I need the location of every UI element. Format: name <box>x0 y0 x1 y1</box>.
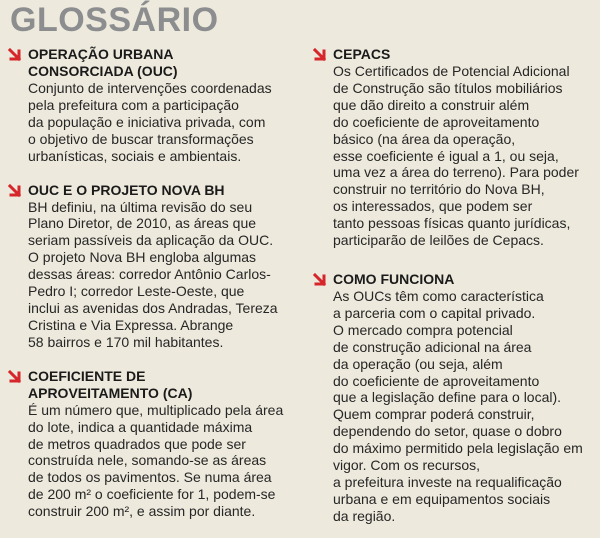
glossary-definition-line: pela prefeitura com a participação <box>28 96 239 113</box>
glossary-term-line: COMO FUNCIONA <box>333 270 455 287</box>
glossary-definition-line: Conjunto de intervenções coordenadas <box>28 80 272 96</box>
glossary-definition-line: que dão direito a construir além <box>333 96 530 113</box>
glossary-definition-line: O mercado compra potencial <box>333 321 513 338</box>
glossary-entry <box>8 46 292 165</box>
glossary-definition-line: seriam passíveis da aplicação da OUC. <box>28 232 274 249</box>
glossary-definition-line: vigor. Com os recursos, <box>333 457 481 474</box>
glossary-definition-line: de Construção são títulos mobiliários <box>333 79 563 96</box>
glossary-definition-line: dependendo do setor, quase o dobro <box>333 423 562 440</box>
glossary-definition-line: Quem comprar poderá construir, <box>333 406 535 423</box>
glossary-definition-line: os interessados, que podem ser <box>333 198 533 215</box>
page-title: GLOSSÁRIO <box>10 1 219 39</box>
glossary-definition-line: BH definiu, na última revisão do seu <box>28 198 253 215</box>
glossary-entry <box>8 182 292 351</box>
glossary-term-line: CEPACS <box>333 46 391 62</box>
glossary-definition-line: a prefeitura investe na requalificação <box>333 473 562 490</box>
glossary-term <box>333 46 390 63</box>
glossary-definition-line: O projeto Nova BH engloba algumas <box>28 249 257 266</box>
glossary-definition-line: As OUCs têm como característica <box>333 287 544 304</box>
glossary-definition-line: Cristina e Via Expressa. Abrange <box>28 316 234 333</box>
glossary-definition <box>313 288 597 525</box>
glossary-definition-line: a parceria com o capital privado. <box>333 304 536 321</box>
chevron-down-right-icon <box>8 370 22 384</box>
glossary-definition-line: participarão de leilões de Cepacs. <box>333 232 544 249</box>
glossary-definition-line: da população e iniciativa privada, com <box>28 113 266 130</box>
glossary-definition <box>8 80 292 165</box>
glossary-term-line: APROVEITAMENTO (CA) <box>28 384 193 401</box>
glossary-definition-line: construir no território do Nova BH, <box>333 181 545 198</box>
glossary-definition-line: urbana e em equipamentos sociais <box>333 490 551 507</box>
glossary-definition-line: do coeficiente de aproveitamento <box>333 372 540 389</box>
glossary-definition-line: Pedro I; corredor Leste-Oeste, que <box>28 283 245 300</box>
glossary-entry <box>313 46 597 249</box>
glossary-column-right <box>313 46 597 538</box>
glossary-entry-header <box>8 182 292 199</box>
glossary-definition-line: do lote, indica a quantidade máxima <box>28 418 253 435</box>
glossary-term <box>28 46 178 80</box>
glossary-term-line: OUC E O PROJETO NOVA BH <box>28 181 225 198</box>
glossary-definition-line: urbanísticas, sociais e ambientais. <box>28 147 242 164</box>
chevron-down-right-icon <box>313 273 327 287</box>
glossary-definition <box>8 402 292 520</box>
glossary-definition-line: de 200 m² o coeficiente for 1, podem-se <box>28 486 276 503</box>
glossary-definition-line: inclui as avenidas dos Andradas, Tereza <box>28 299 278 316</box>
glossary-definition-line: dessas áreas: corredor Antônio Carlos- <box>28 266 271 283</box>
glossary-definition-line: Os Certificados de Potencial Adicional <box>333 63 570 79</box>
glossary-entry-header <box>313 271 597 288</box>
glossary-definition-line: da região. <box>333 507 396 524</box>
glossary-term-line: OPERAÇÃO URBANA <box>28 46 174 62</box>
glossary-entry <box>313 271 597 525</box>
glossary-definition-line: de metros quadrados que pode ser <box>28 435 246 452</box>
glossary-definition-line: É um número que, multiplicado pela área <box>28 401 284 418</box>
glossary-definition-line: básico (na área da operação, <box>333 130 516 147</box>
glossary-definition-line: uma vez a área do terreno). Para poder <box>333 164 579 181</box>
glossary-definition-line: o objetivo de buscar transformações <box>28 130 254 147</box>
glossary-definition-line: do coeficiente de aproveitamento <box>333 113 540 130</box>
glossary-definition-line: de todos os pavimentos. Se numa área <box>28 469 272 486</box>
glossary-term <box>28 182 225 199</box>
glossary-entry <box>8 368 292 520</box>
chevron-down-right-icon <box>313 48 327 62</box>
glossary-term <box>333 271 454 288</box>
glossary-definition-line: Plano Diretor, de 2010, as áreas que <box>28 215 257 232</box>
glossary-term <box>28 368 192 402</box>
glossary-definition-line: que a legislação define para o local). <box>333 389 562 406</box>
glossary-definition <box>313 63 597 249</box>
glossary-term-line: CONSORCIADA (OUC) <box>28 63 178 79</box>
glossary-definition <box>8 199 292 351</box>
glossary-definition-line: construída nele, somando-se as áreas <box>28 452 267 469</box>
glossary-term-line: COEFICIENTE DE <box>28 367 146 384</box>
glossary-definition-line: de construção adicional na área <box>333 338 532 355</box>
glossary-entry-header <box>313 46 597 63</box>
glossary-definition-line: da operação (ou seja, além <box>333 355 503 372</box>
glossary-definition-line: 58 bairros e 170 mil habitantes. <box>28 333 224 350</box>
glossary-definition-line: construir 200 m², e assim por diante. <box>28 503 256 520</box>
glossary-definition-line: tanto pessoas físicas quanto jurídicas, <box>333 215 571 232</box>
glossary-entry-header <box>8 368 292 402</box>
chevron-down-right-icon <box>8 184 22 198</box>
chevron-down-right-icon <box>8 48 22 62</box>
glossary-entry-header <box>8 46 292 80</box>
glossary-definition-line: do máximo permitido pela legislação em <box>333 440 583 457</box>
glossary-column-left <box>8 46 292 533</box>
glossary-definition-line: esse coeficiente é igual a 1, ou seja, <box>333 147 559 164</box>
